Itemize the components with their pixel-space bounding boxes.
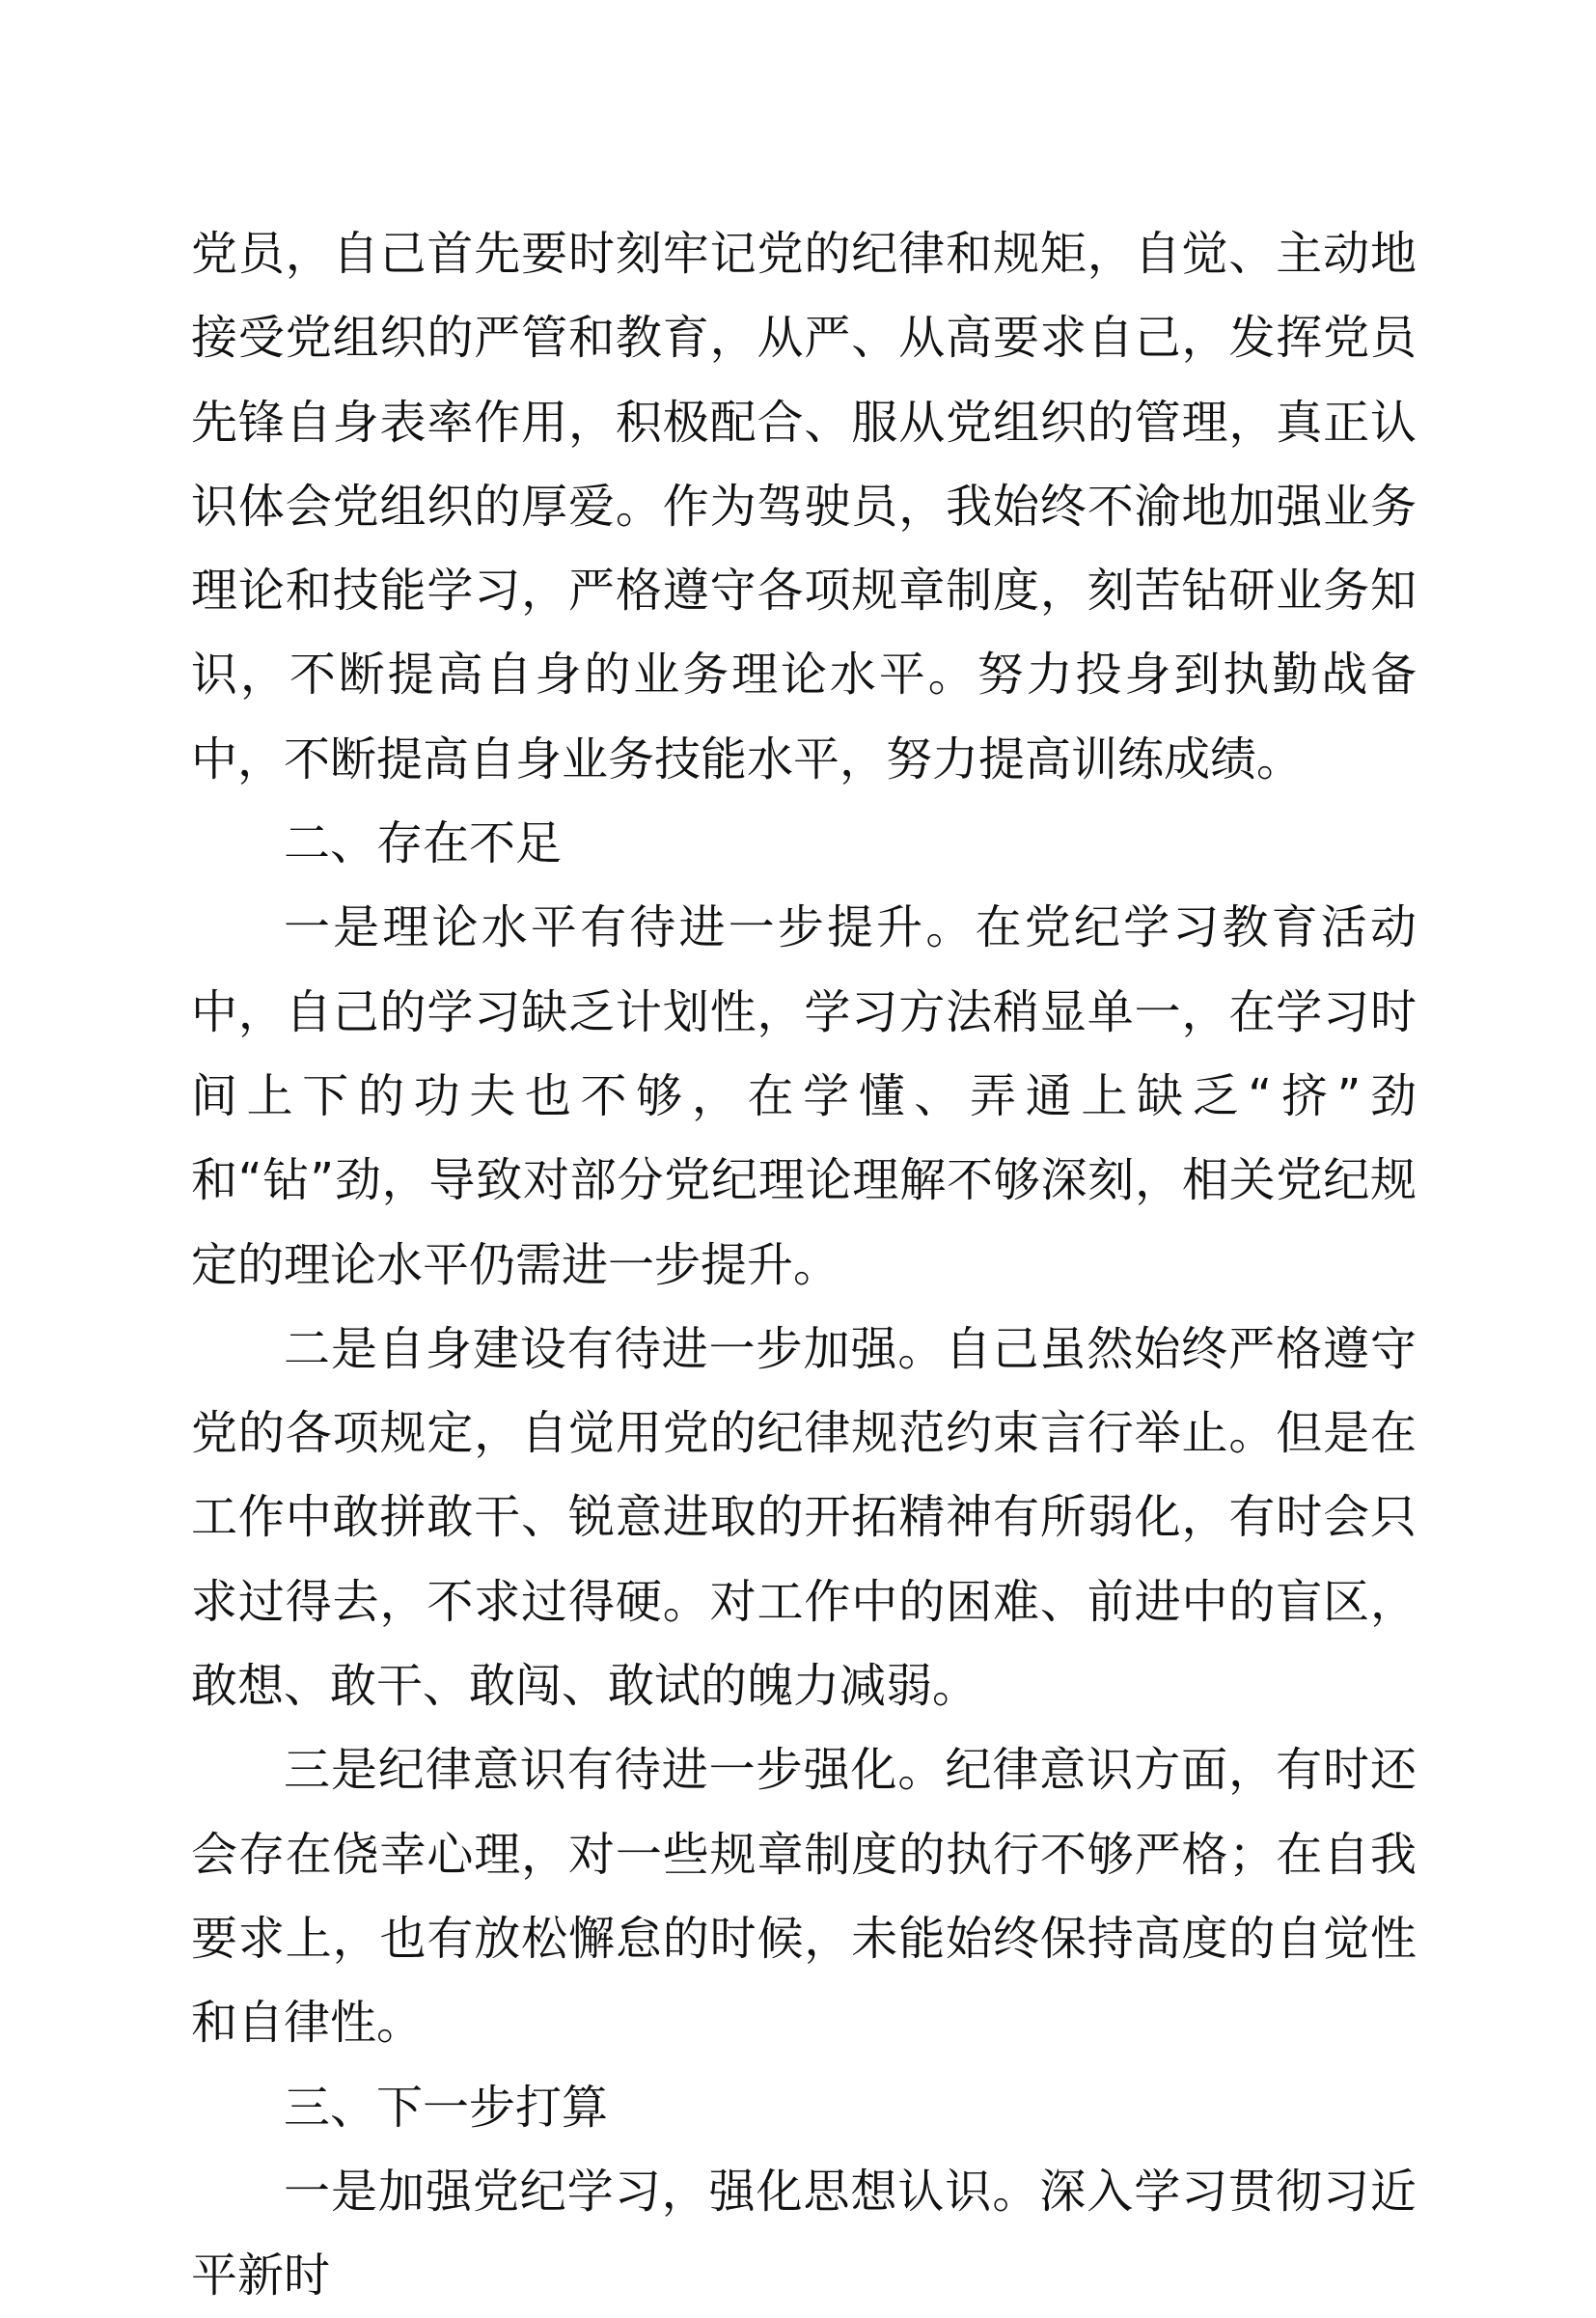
paragraph-discipline-awareness: 三是纪律意识有待进一步强化。纪律意识方面，有时还会存在侥幸心理，对一些规章制度的执行不够严格；在自我要求上，也有放松懈怠的时候，未能始终保持高度的自觉性和自律性。 xyxy=(191,1743,1417,2051)
paragraph-strengthen-study: 一是加强党纪学习，强化思想认识。深入学习贯彻习近平新时 xyxy=(191,2164,1417,2304)
paragraph-theory-level: 一是理论水平有待进一步提升。在党纪学习教育活动中，自己的学习缺乏计划性，学习方法稍显单一，在学习时间上下的功夫也不够，在学懂、弄通上缺乏“挤”劲和“钻”劲，导致对部分党纪理论理解不够深刻，相关党纪规定的理论水平仍需进一步提升。 xyxy=(191,900,1417,1292)
section-heading-shortcomings: 二、存在不足 xyxy=(284,816,563,871)
paragraph-continuation: 党员，自己首先要时刻牢记党的纪律和规矩，自觉、主动地接受党组织的严管和教育，从严、从高要求自己，发挥党员先锋自身表率作用，积极配合、服从党组织的管理，真正认识体会党组织的厚爱。作为驾驶员，我始终不渝地加强业务理论和技能学习，严格遵守各项规章制度，刻苦钻研业务知识，不断提高自身的业务理论水平。努力投身到执勤战备中，不断提高自身业务技能水平，努力提高训练成绩。 xyxy=(191,227,1417,786)
document-body xyxy=(191,212,1417,2318)
section-heading-next-steps: 三、下一步打算 xyxy=(284,2080,609,2135)
paragraph-self-building: 二是自身建设有待进一步加强。自己虽然始终严格遵守党的各项规定，自觉用党的纪律规范约束言行举止。但是在工作中敢拼敢干、锐意进取的开拓精神有所弱化，有时会只求过得去，不求过得硬。对工作中的困难、前进中的盲区，敢想、敢干、敢闯、敢试的魄力减弱。 xyxy=(191,1321,1417,1714)
